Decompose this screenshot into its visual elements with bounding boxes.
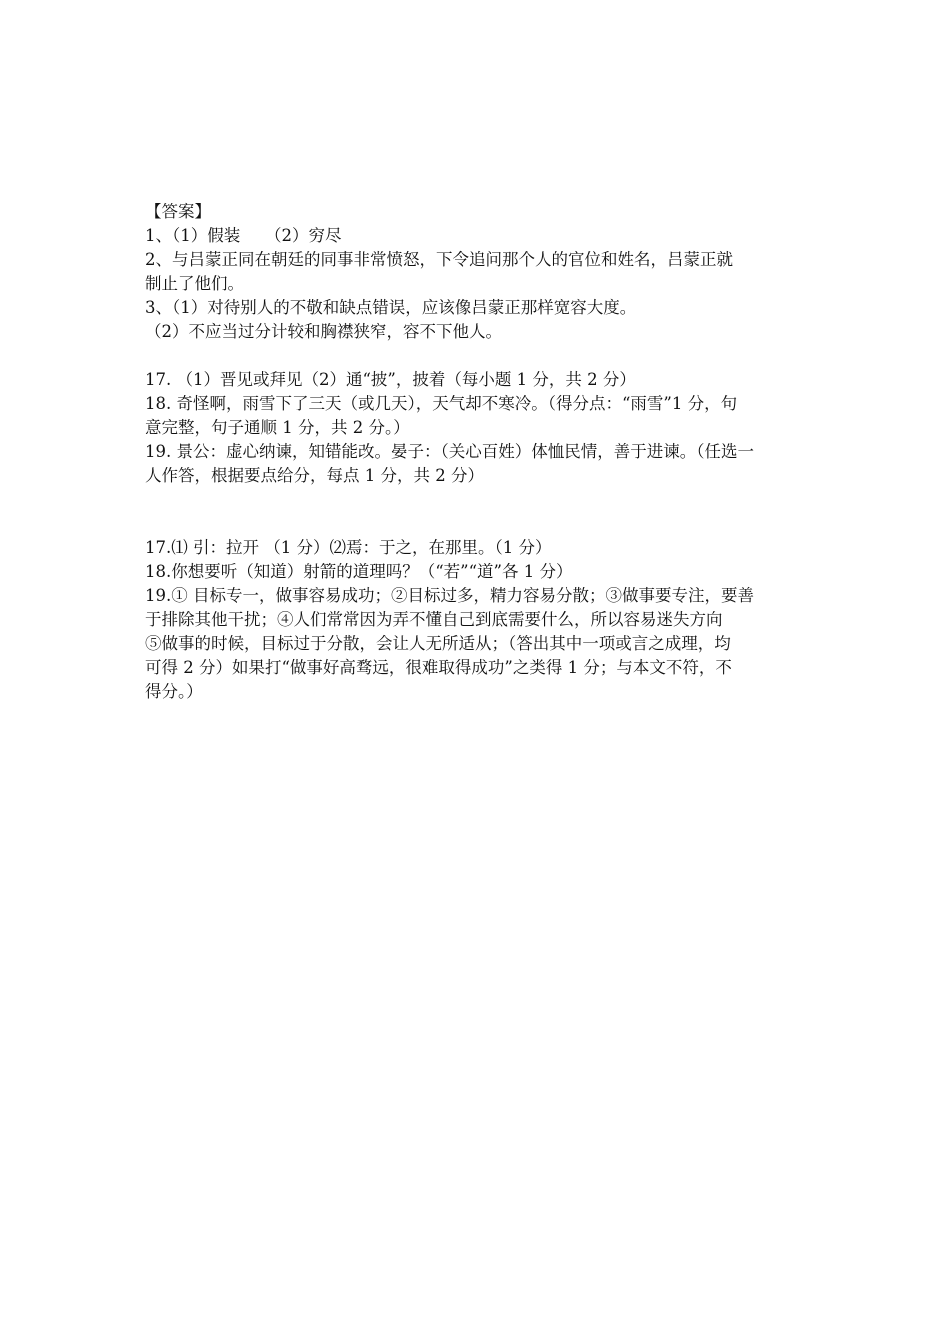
answer-line: 19.① 目标专一，做事容易成功；②目标过多，精力容易分散；③做事要专注，要善 xyxy=(145,586,754,605)
answer-line: 19. 景公：虚心纳谏，知错能改。晏子：（关心百姓）体恤民情，善于进谏。（任选一 xyxy=(145,442,754,461)
section-spacer xyxy=(145,344,813,368)
answer-line: 2、与吕蒙正同在朝廷的同事非常愤怒，下令追问那个人的官位和姓名，吕蒙正就 xyxy=(145,250,733,269)
answer-line: ⑤做事的时候，目标过于分散，会让人无所适从；（答出其中一项或言之成理，均 xyxy=(145,634,731,653)
answer-line: （2）不应当过分计较和胸襟狭窄，容不下他人。 xyxy=(145,322,502,341)
answer-line: 3、（1）对待别人的不敬和缺点错误，应该像吕蒙正那样宽容大度。 xyxy=(145,298,637,317)
section-spacer xyxy=(145,488,813,536)
answer-line: 可得 2 分）如果打“做事好高骛远，很难取得成功”之类得 1 分；与本文不符，不 xyxy=(145,658,732,677)
answer-line: 得分。） xyxy=(145,682,203,701)
answer-line: 1、（1）假装 （2）穷尽 xyxy=(145,226,342,245)
answer-content xyxy=(145,200,813,704)
answer-line: 于排除其他干扰；④人们常常因为弄不懂自己到底需要什么，所以容易迷失方向 xyxy=(145,610,723,629)
answer-line: 18. 奇怪啊，雨雪下了三天（或几天），天气却不寒冷。（得分点：“雨雪”1 分，句 xyxy=(145,394,738,413)
answer-line: 意完整，句子通顺 1 分，共 2 分。） xyxy=(145,418,410,437)
answer-heading: 【答案】 xyxy=(145,202,211,221)
answer-line: 18.你想要听（知道）射箭的道理吗？（“若”“道”各 1 分） xyxy=(145,562,573,581)
answer-line: 17. （1）晋见或拜见（2）通“披”，披着（每小题 1 分，共 2 分） xyxy=(145,370,636,389)
answer-line: 制止了他们。 xyxy=(145,274,244,293)
answer-line: 17.⑴ 引：拉开 （1 分）⑵焉：于之，在那里。（1 分） xyxy=(145,538,552,557)
answer-line: 人作答，根据要点给分，每点 1 分，共 2 分） xyxy=(145,466,484,485)
